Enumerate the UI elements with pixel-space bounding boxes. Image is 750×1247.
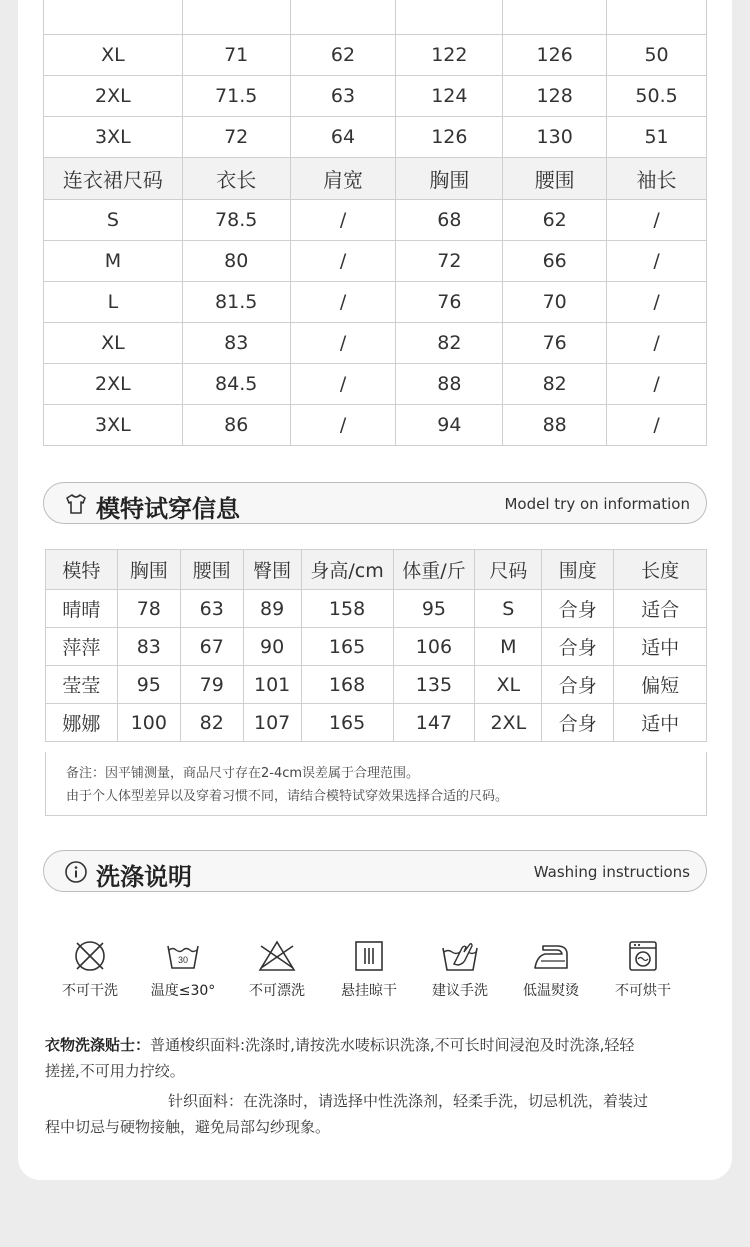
table-cell: 合身 [542, 628, 614, 666]
table-cell: 78.5 [182, 200, 290, 241]
column-header: 臀围 [243, 550, 301, 590]
table-cell: 79 [180, 666, 243, 704]
table-row [44, 76, 707, 117]
table-cell: / [290, 323, 396, 364]
table-row [44, 282, 707, 323]
table-cell: 76 [396, 282, 503, 323]
column-header: 胸围 [396, 158, 503, 200]
table-cell: / [290, 241, 396, 282]
washing-tips-woven [45, 1032, 715, 1084]
table-cell: 124 [396, 76, 503, 117]
table-cell: 107 [243, 704, 301, 742]
wash-item-30 [138, 938, 228, 1000]
table-cell: 合身 [542, 666, 614, 704]
table-cell [44, 0, 183, 35]
table-cell: 106 [393, 628, 475, 666]
table-row [44, 117, 707, 158]
table-cell: 3XL [44, 405, 183, 446]
table-cell: 63 [180, 590, 243, 628]
table-cell: / [607, 364, 707, 405]
table-row [44, 405, 707, 446]
note-line-2: 由于个人体型差异以及穿着习惯不同，请结合模特试穿效果选择合适的尺码。 [66, 789, 509, 804]
column-header: 长度 [614, 550, 707, 590]
table-cell: 适中 [614, 704, 707, 742]
table-cell: 168 [301, 666, 393, 704]
table-cell: 135 [393, 666, 475, 704]
table-cell: 95 [393, 590, 475, 628]
table-cell: 娜娜 [46, 704, 118, 742]
table-cell: 80 [182, 241, 290, 282]
hand-wash-icon [440, 938, 480, 974]
table-cell: 84.5 [182, 364, 290, 405]
table-cell: 适中 [614, 628, 707, 666]
table-cell: 82 [503, 364, 607, 405]
table-cell: 50 [607, 35, 707, 76]
table-cell: 76 [503, 323, 607, 364]
table-cell: 95 [117, 666, 180, 704]
wash-item-no-tumble-dry [598, 938, 688, 1000]
table-row [46, 628, 707, 666]
table-row [44, 323, 707, 364]
wash-item-no-dry-clean [45, 938, 135, 1000]
table-cell: 66 [503, 241, 607, 282]
model-info-header [43, 482, 707, 524]
table-row [46, 590, 707, 628]
table-cell: / [290, 282, 396, 323]
table-cell: / [607, 200, 707, 241]
table-cell: 122 [396, 35, 503, 76]
wash-label: 悬挂晾干 [341, 983, 397, 999]
table-cell: / [607, 405, 707, 446]
column-header: 腰围 [503, 158, 607, 200]
table-cell: 147 [393, 704, 475, 742]
table-cell: 68 [396, 200, 503, 241]
table-header-row [46, 550, 707, 590]
table-cell: 71.5 [182, 76, 290, 117]
wash-label: 不可烘干 [615, 983, 671, 999]
table-cell: 72 [396, 241, 503, 282]
no-tumble-dry-icon [625, 938, 661, 974]
washing-subtitle: Washing instructions [533, 863, 690, 881]
table-cell: 64 [290, 117, 396, 158]
table-cell [396, 0, 503, 35]
column-header: 围度 [542, 550, 614, 590]
table-cell: / [607, 282, 707, 323]
column-header: 身高/cm [301, 550, 393, 590]
shirt-icon [64, 492, 88, 516]
size-table-partial [43, 0, 707, 158]
wash-icons-row [48, 938, 708, 1008]
table-cell: 63 [290, 76, 396, 117]
measurement-note [45, 752, 707, 816]
table-cell [290, 0, 396, 35]
table-row [46, 704, 707, 742]
column-header: 衣长 [182, 158, 290, 200]
table-cell [503, 0, 607, 35]
hang-dry-icon [351, 938, 387, 974]
table-cell: 126 [396, 117, 503, 158]
table-cell: 82 [180, 704, 243, 742]
svg-text:30: 30 [177, 955, 189, 965]
table-cell: 94 [396, 405, 503, 446]
table-cell: 83 [117, 628, 180, 666]
table-cell: 合身 [542, 704, 614, 742]
table-cell: 51 [607, 117, 707, 158]
wash-30-icon [165, 938, 201, 974]
table-cell: 62 [503, 200, 607, 241]
table-cell: 70 [503, 282, 607, 323]
table-cell: L [44, 282, 183, 323]
table-cell: 62 [290, 35, 396, 76]
wash-item-hand-wash [415, 938, 505, 1000]
model-info-title: 模特试穿信息 [96, 495, 240, 523]
column-header: 胸围 [117, 550, 180, 590]
table-cell: 90 [243, 628, 301, 666]
table-cell: / [290, 364, 396, 405]
table-cell: 89 [243, 590, 301, 628]
table-cell: 合身 [542, 590, 614, 628]
table-row [46, 666, 707, 704]
column-header: 模特 [46, 550, 118, 590]
table-cell: 2XL [44, 364, 183, 405]
table-cell: 晴晴 [46, 590, 118, 628]
table-row [44, 200, 707, 241]
wash-label: 温度≤30° [150, 983, 216, 999]
table-cell: 82 [396, 323, 503, 364]
wash-label: 不可漂洗 [249, 983, 305, 999]
wash-item-low-iron [506, 938, 596, 1000]
table-cell: 适合 [614, 590, 707, 628]
low-iron-icon [531, 938, 571, 974]
column-header: 体重/斤 [393, 550, 475, 590]
table-row [44, 35, 707, 76]
table-cell [182, 0, 290, 35]
table-cell: 67 [180, 628, 243, 666]
no-dry-clean-icon [72, 938, 108, 974]
table-cell: 165 [301, 704, 393, 742]
wash-item-no-bleach [232, 938, 322, 1000]
table-cell: 偏短 [614, 666, 707, 704]
table-cell: 88 [396, 364, 503, 405]
table-cell: / [607, 241, 707, 282]
table-cell: 78 [117, 590, 180, 628]
washing-title: 洗涤说明 [96, 863, 192, 891]
wash-item-hang-dry [324, 938, 414, 1000]
table-cell: / [607, 323, 707, 364]
table-cell: 2XL [475, 704, 542, 742]
model-info-subtitle: Model try on information [504, 495, 690, 513]
table-cell: M [44, 241, 183, 282]
table-cell: 128 [503, 76, 607, 117]
table-cell: S [44, 200, 183, 241]
column-header: 连衣裙尺码 [44, 158, 183, 200]
table-cell: 100 [117, 704, 180, 742]
column-header: 腰围 [180, 550, 243, 590]
table-cell: 101 [243, 666, 301, 704]
table-cell: 72 [182, 117, 290, 158]
model-try-on-table [45, 549, 707, 742]
table-row [44, 0, 707, 35]
column-header: 尺码 [475, 550, 542, 590]
table-cell: / [290, 200, 396, 241]
tips-label: 衣物洗涤贴士： [45, 1036, 151, 1054]
table-cell: S [475, 590, 542, 628]
tips-woven-line2: 搓搓,不可用力拧绞。 [45, 1062, 185, 1080]
washing-header [43, 850, 707, 892]
table-cell: / [290, 405, 396, 446]
table-cell: M [475, 628, 542, 666]
table-row [44, 241, 707, 282]
wash-label: 低温熨烫 [523, 983, 579, 999]
table-cell: 88 [503, 405, 607, 446]
note-line-1: 备注：因平铺测量，商品尺寸存在2-4cm误差属于合理范围。 [66, 766, 420, 781]
dress-size-table [43, 157, 707, 446]
table-cell: 86 [182, 405, 290, 446]
table-cell: 126 [503, 35, 607, 76]
table-cell: 83 [182, 323, 290, 364]
table-cell: 81.5 [182, 282, 290, 323]
column-header: 袖长 [607, 158, 707, 200]
table-cell: 2XL [44, 76, 183, 117]
table-cell: 158 [301, 590, 393, 628]
table-cell [607, 0, 707, 35]
info-icon [64, 860, 88, 884]
table-cell: XL [44, 35, 183, 76]
table-cell: 71 [182, 35, 290, 76]
table-cell: XL [475, 666, 542, 704]
table-row [44, 364, 707, 405]
tips-woven-line1: 普通梭织面料:洗涤时,请按洗水唛标识洗涤,不可长时间浸泡及时洗涤,轻轻 [150, 1036, 635, 1054]
table-cell: 3XL [44, 117, 183, 158]
table-cell: 莹莹 [46, 666, 118, 704]
column-header: 肩宽 [290, 158, 396, 200]
no-bleach-icon [257, 938, 297, 974]
table-header-row [44, 158, 707, 200]
table-cell: 萍萍 [46, 628, 118, 666]
tips-knit-line2: 程中切忌与硬物接触，避免局部勾纱现象。 [45, 1118, 331, 1136]
table-cell: 50.5 [607, 76, 707, 117]
table-cell: 165 [301, 628, 393, 666]
table-cell: XL [44, 323, 183, 364]
washing-tips-knit [45, 1088, 715, 1140]
wash-label: 建议手洗 [432, 983, 488, 999]
table-cell: 130 [503, 117, 607, 158]
tips-knit-line1: 针织面料：在洗涤时，请选择中性洗涤剂，轻柔手洗，切忌机洗，着装过 [168, 1092, 649, 1110]
wash-label: 不可干洗 [62, 983, 118, 999]
